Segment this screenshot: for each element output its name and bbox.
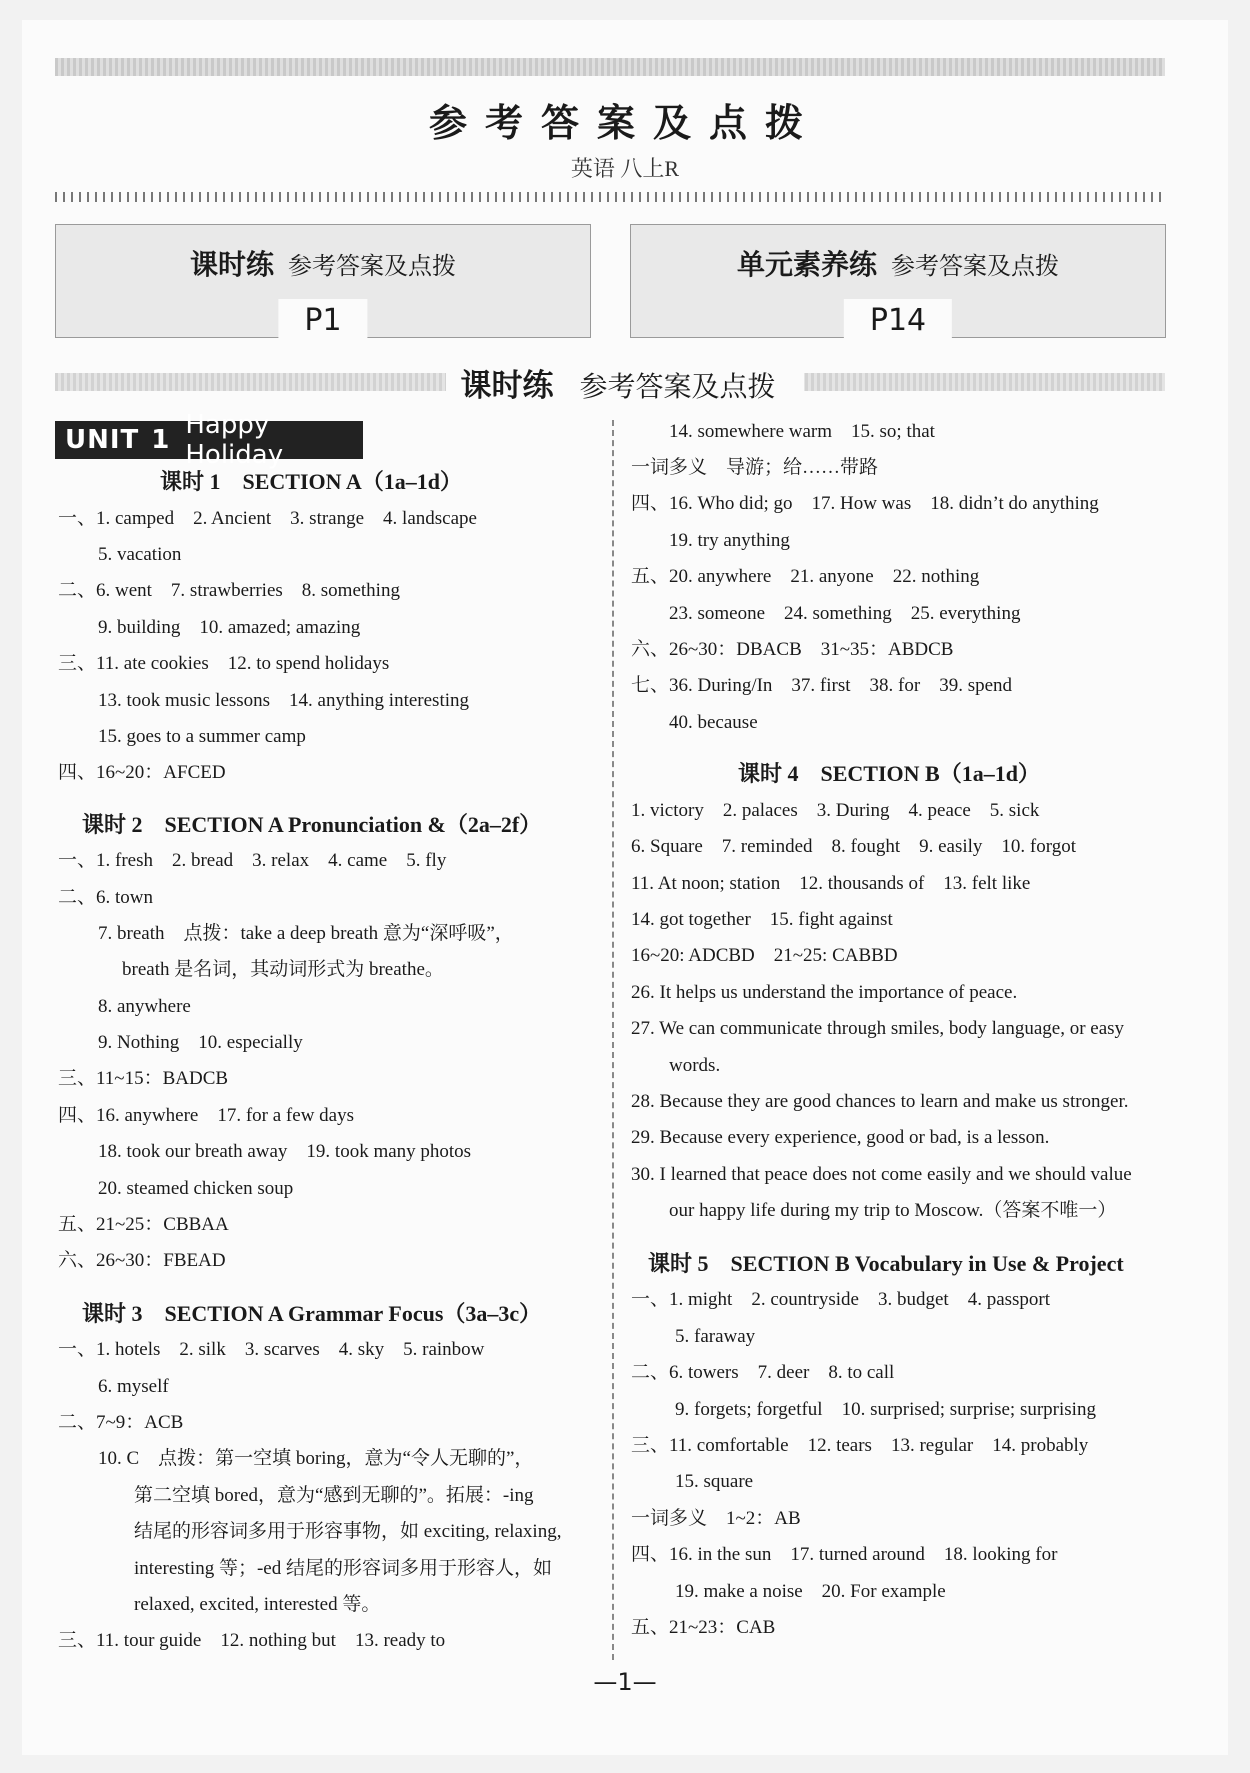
page-title: 参考答案及点拨	[428, 101, 821, 145]
answer-line: 6. myself	[98, 1376, 169, 1397]
answer-line: 15. goes to a summer camp	[98, 726, 306, 747]
answer-line: 18. took our breath away 19. took many photos	[98, 1141, 472, 1162]
answer-line: relaxed, excited, interested 等。	[134, 1594, 381, 1615]
answer-line: 六、26~30：FBEAD	[58, 1250, 226, 1271]
box-label-bold: 课时练	[189, 248, 274, 281]
answer-line: 四、16~20：AFCED	[58, 762, 226, 783]
answer-line: 19. try anything	[669, 530, 790, 551]
answer-line: 5. faraway	[675, 1326, 756, 1347]
box-page-number: P1	[278, 299, 367, 338]
answer-line: 26. It helps us understand the importance of peace.	[631, 982, 1018, 1003]
answer-line: 一、1. hotels 2. silk 3. scarves 4. sky 5. rainbow	[58, 1339, 485, 1360]
answer-line: 三、11. comfortable 12. tears 13. regular 14. probably	[631, 1435, 1089, 1456]
answer-line: 10. C 点拨：第一空填 boring，意为“令人无聊的”，	[98, 1448, 534, 1469]
answer-line: 六、26~30：DBACB 31~35：ABDCB	[631, 639, 954, 660]
answer-line: 三、11. tour guide 12. nothing but 13. ready to	[58, 1630, 446, 1651]
box-page-number: P14	[844, 299, 952, 338]
answer-line: 四、16. anywhere 17. for a few days	[58, 1105, 354, 1126]
lesson-heading: 课时 3 SECTION A Grammar Focus（3a–3c）	[82, 1301, 542, 1326]
ruler-divider	[55, 192, 1165, 202]
unit-number: 1	[151, 425, 170, 455]
unit-practice-box	[630, 224, 1166, 338]
answer-line: 8. anywhere	[98, 996, 191, 1017]
answer-line: interesting 等；-ed 结尾的形容词多用于形容人，如	[134, 1558, 552, 1579]
answer-line: 16~20: ADCBD 21~25: CABBD	[631, 945, 898, 966]
lesson-heading: 课时 5 SECTION B Vocabulary in Use & Project	[648, 1251, 1124, 1276]
answer-line: 四、16. Who did; go 17. How was 18. didn’t do anything	[631, 493, 1099, 514]
box-label-bold: 单元素养练	[736, 248, 877, 281]
answer-line: 15. square	[675, 1471, 754, 1492]
unit-word: UNIT	[65, 425, 140, 455]
lesson-heading: 课时 1 SECTION A（1a–1d）	[160, 469, 462, 494]
answer-line: 9. forgets; forgetful 10. surprised; surprise; surprising	[675, 1399, 1096, 1420]
column-divider	[612, 420, 614, 1660]
answer-line: 11. At noon; station 12. thousands of 13. felt like	[631, 873, 1031, 894]
answer-line: 9. building 10. amazed; amazing	[98, 617, 361, 638]
answer-line: 二、6. towers 7. deer 8. to call	[631, 1362, 895, 1383]
answer-line: 7. breath 点拨：take a deep breath 意为“深呼吸”，	[98, 923, 514, 944]
answer-line: 三、11. ate cookies 12. to spend holidays	[58, 653, 390, 674]
answer-line: breath 是名词，其动词形式为 breathe。	[122, 959, 444, 980]
lesson-heading: 课时 2 SECTION A Pronunciation &（2a–2f）	[82, 812, 542, 837]
section-title-rest: 参考答案及点拨	[565, 370, 789, 403]
answer-line: 二、6. went 7. strawberries 8. something	[58, 580, 400, 601]
answer-line: 1. victory 2. palaces 3. During 4. peace 5. sick	[631, 800, 1040, 821]
answer-line: 五、20. anywhere 21. anyone 22. nothing	[631, 566, 980, 587]
answer-line: 5. vacation	[98, 544, 182, 565]
answer-line: 七、36. During/In 37. first 38. for 39. spend	[631, 675, 1013, 696]
answer-line: 一词多义 导游；给……带路	[631, 457, 879, 478]
answer-line: 一、1. might 2. countryside 3. budget 4. passport	[631, 1289, 1051, 1310]
answer-line: our happy life during my trip to Moscow.（答案不唯一）	[669, 1200, 1117, 1221]
page-subtitle: 英语 八上R	[570, 156, 680, 181]
lesson-heading: 课时 4 SECTION B（1a–1d）	[738, 761, 1040, 786]
box-label: 参考答案及点拨	[288, 252, 456, 280]
section-title-bold: 课时练	[460, 368, 554, 404]
answer-line: 五、21~25：CBBAA	[58, 1214, 229, 1235]
answer-line: 19. make a noise 20. For example	[675, 1581, 946, 1602]
answer-line: 23. someone 24. something 25. everything	[669, 603, 1021, 624]
section-title	[0, 360, 1250, 405]
answer-line: 三、11~15：BADCB	[58, 1068, 229, 1089]
answer-line: words.	[669, 1055, 721, 1076]
answer-line: 14. got together 15. fight against	[631, 909, 893, 930]
answer-line: 二、7~9：ACB	[58, 1412, 184, 1433]
answer-line: 30. I learned that peace does not come easily and we should value	[631, 1164, 1132, 1185]
unit-badge	[55, 410, 363, 470]
answer-line: 一、1. camped 2. Ancient 3. strange 4. landscape	[58, 508, 477, 529]
answer-line: 结尾的形容词多用于形容事物，如 exciting, relaxing,	[134, 1521, 562, 1542]
answer-line: 13. took music lessons 14. anything interesting	[98, 690, 470, 711]
answer-line: 四、16. in the sun 17. turned around 18. looking for	[631, 1544, 1058, 1565]
answer-line: 20. steamed chicken soup	[98, 1178, 294, 1199]
page-number: —1—	[593, 1668, 657, 1696]
answer-line: 二、6. town	[58, 887, 154, 908]
answer-line: 一、1. fresh 2. bread 3. relax 4. came 5. fly	[58, 850, 447, 871]
answer-line: 6. Square 7. reminded 8. fought 9. easily 10. forgot	[631, 836, 1077, 857]
answer-line: 14. somewhere warm 15. so; that	[669, 421, 935, 442]
answer-line: 28. Because they are good chances to learn and make us stronger.	[631, 1091, 1129, 1112]
box-label: 参考答案及点拨	[891, 252, 1059, 280]
answer-line: 27. We can communicate through smiles, body language, or easy	[631, 1018, 1125, 1039]
answer-line: 五、21~23：CAB	[631, 1617, 776, 1638]
unit-title: Happy Holiday	[185, 410, 284, 470]
answer-line: 40. because	[669, 712, 758, 733]
answer-line: 29. Because every experience, good or bad, is a lesson.	[631, 1127, 1050, 1148]
answer-line: 9. Nothing 10. especially	[98, 1032, 303, 1053]
answer-line: 一词多义 1~2：AB	[631, 1508, 801, 1529]
top-decorative-strip	[55, 58, 1165, 76]
answer-line: 第二空填 bored，意为“感到无聊的”。拓展：-ing	[134, 1485, 534, 1506]
lesson-practice-box	[55, 224, 591, 338]
